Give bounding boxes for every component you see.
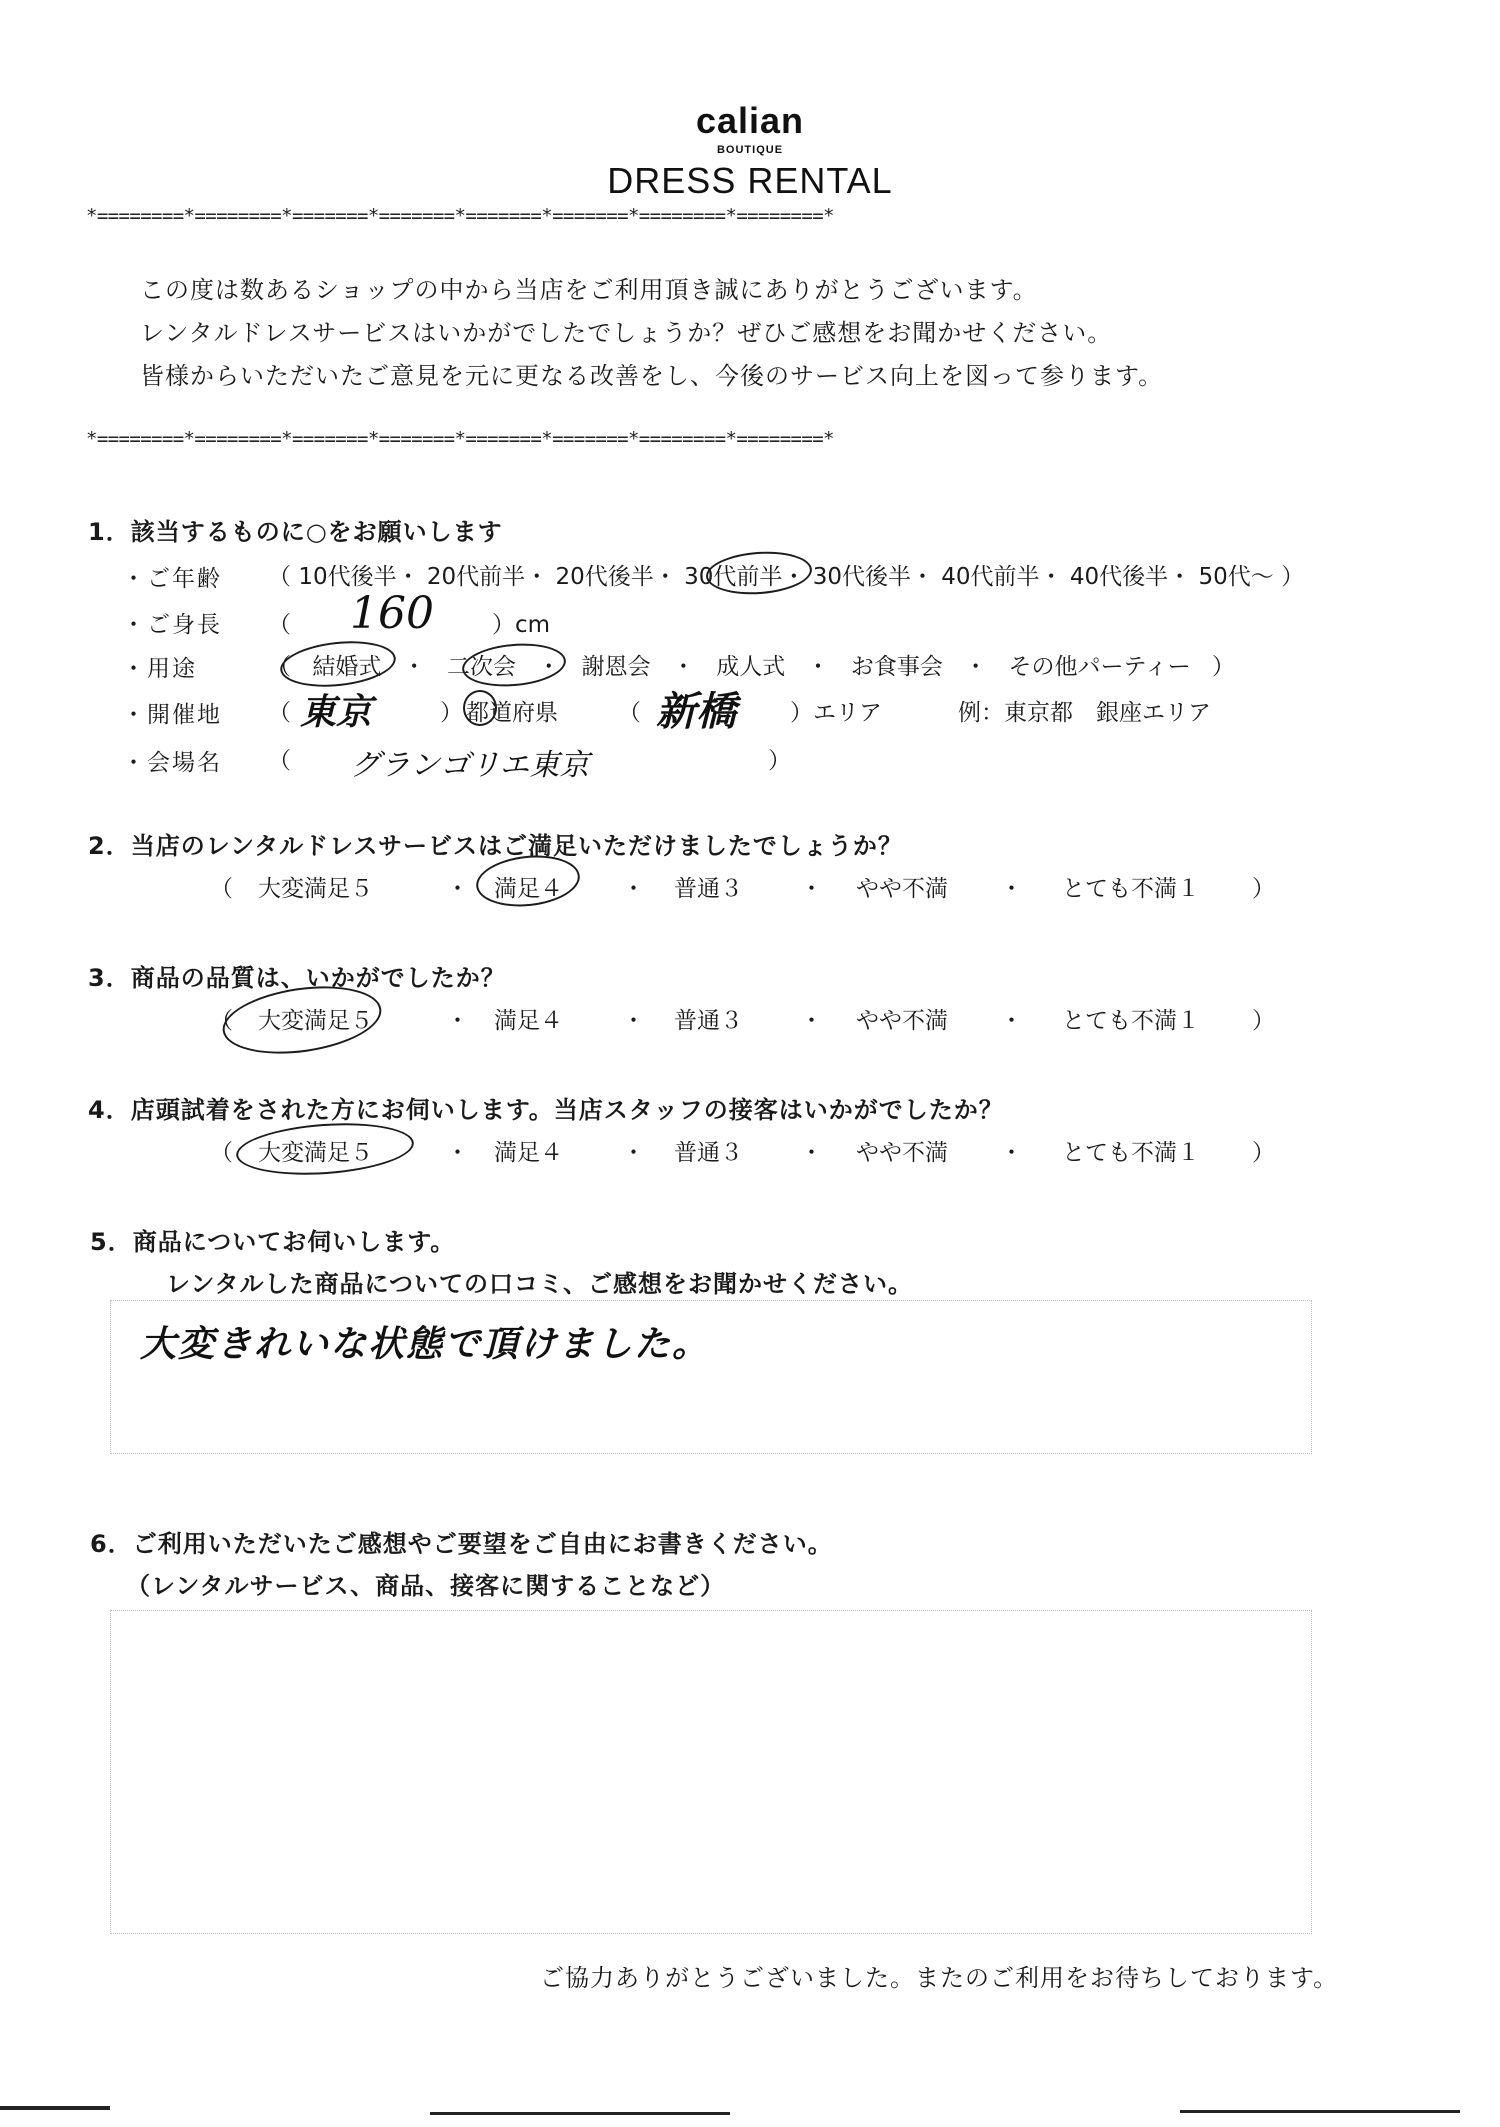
area-open: （ bbox=[618, 700, 641, 726]
question-4-title: 4．店頭試着をされた方にお伺いします。当店スタッフの接客はいかがでしたか？ bbox=[88, 1096, 1004, 1124]
prefecture-value[interactable]: 東京 bbox=[300, 691, 373, 733]
scan-mark bbox=[0, 2106, 110, 2110]
brand-subtitle: BOUTIQUE bbox=[716, 144, 784, 156]
venue-name-value[interactable]: グランゴリエ東京 bbox=[350, 748, 590, 783]
q6-answer-box[interactable] bbox=[110, 1610, 1312, 1934]
q4-sep: ・ bbox=[800, 1140, 823, 1166]
q3-sep: ・ bbox=[622, 1008, 645, 1034]
q2-option[interactable]: とても不満１ bbox=[1062, 876, 1200, 902]
height-label: ・ご身長 bbox=[122, 612, 222, 638]
q3-paren-open: （ bbox=[210, 1008, 233, 1034]
q4-sep: ・ bbox=[1000, 1140, 1023, 1166]
q4-option[interactable]: 満足４ bbox=[494, 1140, 563, 1166]
height-close: ）cm bbox=[492, 612, 551, 638]
question-6-subtitle: （レンタルサービス、商品、接客に関することなど） bbox=[126, 1572, 726, 1600]
question-5-subtitle: レンタルした商品についての口コミ、ご感想をお聞かせください。 bbox=[166, 1270, 913, 1298]
question-3-title: 3．商品の品質は、いかがでしたか？ bbox=[88, 964, 506, 992]
q2-option[interactable]: 大変満足５ bbox=[258, 876, 373, 902]
venue-name-close: ） bbox=[768, 748, 791, 774]
purpose-option[interactable]: その他パーティー bbox=[1008, 654, 1191, 680]
q2-option[interactable]: 普通３ bbox=[674, 876, 743, 902]
scan-mark bbox=[430, 2112, 730, 2115]
venue-area-close: ） bbox=[440, 700, 463, 726]
q4-selection-circle bbox=[234, 1118, 415, 1180]
q3-sep: ・ bbox=[1000, 1008, 1023, 1034]
divider-bottom: *========*========*=======*=======*=======*=======*========*========* bbox=[86, 428, 834, 450]
q3-sep: ・ bbox=[800, 1008, 823, 1034]
venue-area-label: ・開催地 bbox=[122, 702, 222, 728]
q3-option[interactable]: 普通３ bbox=[674, 1008, 743, 1034]
age-option[interactable]: 50代～ bbox=[1198, 564, 1274, 590]
q4-sep: ・ bbox=[622, 1140, 645, 1166]
age-option-selected[interactable]: 30代前半 bbox=[684, 564, 783, 590]
venue-name-open: （ bbox=[268, 748, 291, 774]
q2-paren-open: （ bbox=[210, 876, 233, 902]
prefecture-suffix: 都道府県 bbox=[466, 700, 558, 726]
q2-option[interactable]: やや不満 bbox=[856, 876, 948, 902]
purpose-option-selected[interactable]: 結婚式 bbox=[312, 654, 382, 680]
venue-name-label: ・会場名 bbox=[122, 750, 222, 776]
scan-mark bbox=[1180, 2110, 1460, 2113]
page-title: DRESS RENTAL bbox=[607, 160, 893, 201]
height-value[interactable]: 160 bbox=[350, 588, 434, 639]
q2-sep: ・ bbox=[800, 876, 823, 902]
age-option[interactable]: 20代後半 bbox=[555, 564, 654, 590]
area-example: 例：東京都 銀座エリア bbox=[958, 700, 1211, 726]
q2-option-selected[interactable]: 満足４ bbox=[494, 876, 563, 902]
purpose-option[interactable]: お食事会 bbox=[850, 654, 943, 680]
q3-sep: ・ bbox=[446, 1008, 469, 1034]
purpose-option[interactable]: 謝恩会 bbox=[581, 654, 651, 680]
area-close: ）エリア bbox=[790, 700, 882, 726]
age-option[interactable]: 40代前半 bbox=[941, 564, 1040, 590]
age-option[interactable]: 40代後半 bbox=[1069, 564, 1169, 590]
age-option[interactable]: 10代後半 bbox=[298, 564, 397, 590]
prefecture-circle bbox=[463, 690, 497, 726]
age-option[interactable]: 30代後半 bbox=[812, 564, 911, 590]
q2-paren-close: ） bbox=[1252, 876, 1275, 902]
purpose-option-selected[interactable]: 二次会 bbox=[446, 654, 516, 680]
q3-option[interactable]: とても不満１ bbox=[1062, 1008, 1200, 1034]
age-option[interactable]: 20代前半 bbox=[426, 564, 526, 590]
q4-option-selected[interactable]: 大変満足５ bbox=[258, 1140, 373, 1166]
q5-answer[interactable]: 大変きれいな状態で頂けました。 bbox=[140, 1323, 711, 1365]
brand-logo: calian bbox=[695, 100, 805, 141]
height-open: （ bbox=[268, 612, 291, 638]
q2-sep: ・ bbox=[622, 876, 645, 902]
question-6-title: 6．ご利用いただいたご感想やご要望をご自由にお書きください。 bbox=[90, 1530, 833, 1558]
divider-top: *========*========*=======*=======*=======*=======*========*========* bbox=[86, 205, 834, 227]
question-1-title: 1．該当するものに○をお願いします bbox=[88, 518, 503, 546]
area-value[interactable]: 新橋 bbox=[656, 688, 736, 735]
q4-paren-close: ） bbox=[1252, 1140, 1275, 1166]
purpose-option[interactable]: 成人式 bbox=[716, 654, 786, 680]
footer-thanks: ご協力ありがとうございました。またのご利用をお待ちしております。 bbox=[540, 1964, 1339, 1992]
q4-option[interactable]: やや不満 bbox=[856, 1140, 948, 1166]
question-5-title: 5．商品についてお伺いします。 bbox=[90, 1228, 456, 1256]
q3-option-selected[interactable]: 大変満足５ bbox=[258, 1008, 373, 1034]
q4-paren-open: （ bbox=[210, 1140, 233, 1166]
venue-area-open: （ bbox=[268, 700, 291, 726]
purpose-options: （ 結婚式 ・ 二次会 ・ 謝恩会 ・ 成人式 ・ お食事会 ・ その他パーティー ） bbox=[268, 654, 1235, 680]
age-label: ・ご年齢 bbox=[122, 566, 222, 592]
q4-option[interactable]: 普通３ bbox=[674, 1140, 743, 1166]
question-2-title: 2．当店のレンタルドレスサービスはご満足いただけましたでしょうか？ bbox=[88, 832, 903, 860]
intro-line-3: 皆様からいただいたご意見を元に更なる改善をし、今後のサービス向上を図って参ります。 bbox=[140, 362, 1164, 390]
q4-sep: ・ bbox=[446, 1140, 469, 1166]
q3-paren-close: ） bbox=[1252, 1008, 1275, 1034]
q2-sep: ・ bbox=[446, 876, 469, 902]
intro-line-1: この度は数あるショップの中から当店をご利用頂き誠にありがとうございます。 bbox=[140, 276, 1038, 304]
purpose-label: ・用途 bbox=[122, 656, 197, 682]
age-options: （ 10代後半・ 20代前半・ 20代後半・ 30代前半・ 30代後半・ 40代前半・ 40代後半・ 50代～ ） bbox=[268, 564, 1305, 590]
q3-option[interactable]: 満足４ bbox=[494, 1008, 563, 1034]
intro-line-2: レンタルドレスサービスはいかがでしたでしょうか？ぜひご感想をお聞かせください。 bbox=[140, 319, 1113, 347]
q2-sep: ・ bbox=[1000, 876, 1023, 902]
q3-option[interactable]: やや不満 bbox=[856, 1008, 948, 1034]
q4-option[interactable]: とても不満１ bbox=[1062, 1140, 1200, 1166]
